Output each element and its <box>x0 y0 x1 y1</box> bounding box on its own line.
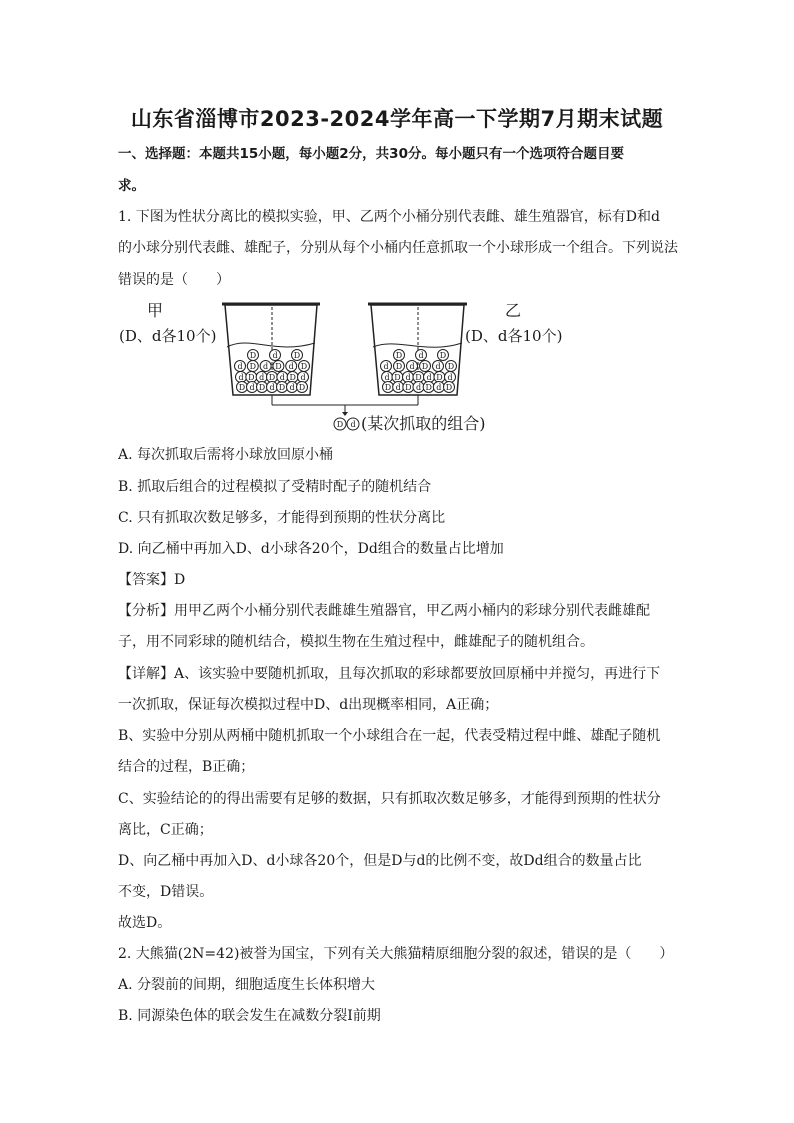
bucket-ball-label: d <box>237 362 243 371</box>
bucket-ball-label: d <box>405 373 411 382</box>
bucket-ball-label: d <box>395 383 401 392</box>
q1-answer: 【答案】D <box>118 572 186 588</box>
q1-detail-line8: 不变，D错误。 <box>118 884 214 900</box>
bucket-ball-label: D <box>445 383 453 392</box>
bucket-ball-label: d <box>289 383 295 392</box>
q1-analysis-line1: 【分析】用甲乙两个小桶分别代表雌雄生殖器官，甲乙两小桶内的彩球分别代表雌雄配 <box>118 603 650 619</box>
q1-detail-line9: 故选D。 <box>118 915 172 931</box>
right-bucket-note: (D、d各10个) <box>465 327 563 345</box>
bucket-ball-label: d <box>436 383 442 392</box>
q2-option-b: B. 同源染色体的联会发生在减数分裂Ⅰ前期 <box>118 1008 381 1024</box>
bucket-ball-label: D <box>249 351 257 360</box>
section-heading-line2: 求。 <box>118 178 145 194</box>
bucket-ball-label: d <box>409 362 415 371</box>
bucket-ball-label: D <box>275 362 282 371</box>
bucket-ball-label: D <box>395 351 403 360</box>
q1-stem-line2: 的小球分别代表雌、雄配子，分别从每个小桶内任意抓取一个小球形成一个组合。下列说法 <box>118 240 678 256</box>
bucket-ball-label: d <box>259 373 265 382</box>
q1-option-b: B. 抓取后组合的过程模拟了受精时配子的随机结合 <box>118 479 432 495</box>
section-heading-line1: 一、选择题：本题共15小题，每小题2分，共30分。每小题只有一个选项符合题目要 <box>118 146 624 162</box>
bucket-ball-label: D <box>421 362 429 371</box>
bucket-ball-label: d <box>435 362 441 371</box>
bucket-ball-label: D <box>258 383 266 392</box>
bucket-ball-label: D <box>439 351 447 360</box>
bucket-ball-label: D <box>249 362 257 371</box>
bucket-ball-label: D <box>278 383 286 392</box>
q2-stem: 2. 大熊猫(2N=42)被誉为国宝，下列有关大熊猫精原细胞分裂的叙述，错误的是（ ） <box>118 946 674 962</box>
q1-stem-line1: 1. 下图为性状分离比的模拟实验，甲、乙两个小桶分别代表雌、雄生殖器官，标有D和d <box>118 209 660 225</box>
bucket-ball-label: d <box>415 383 422 392</box>
bucket-ball-label: d <box>426 373 432 382</box>
q1-detail-line3: B、实验中分别从两桶中随机抓取一个小球组合在一起，代表受精过程中雌、雄配子随机 <box>118 728 661 744</box>
pair-ball-D: D <box>336 420 344 429</box>
bucket-ball-label: D <box>395 362 403 371</box>
bucket-ball-label: D <box>289 373 296 382</box>
bucket-ball-label: d <box>272 351 278 360</box>
bucket-ball-label: D <box>298 383 306 392</box>
bucket-ball-label: d <box>418 351 424 360</box>
q1-stem-line3: 错误的是（ ） <box>118 272 230 288</box>
q1-detail-line2: 一次抓取，保证每次模拟过程中D、d出现概率相同，A正确； <box>118 697 499 713</box>
page-title: 山东省淄博市2023-2024学年高一下学期7月期末试题 <box>130 107 664 131</box>
bucket-ball-label: D <box>405 383 412 392</box>
bucket-ball-label: D <box>248 373 255 382</box>
bucket-ball-label: D <box>293 351 301 360</box>
bucket-ball-label: D <box>425 383 432 392</box>
bucket-ball-label: d <box>263 362 269 371</box>
figure-caption: (某次抓取的组合) <box>361 414 486 433</box>
bucket-ball-label: d <box>447 373 453 382</box>
bucket-ball-label: d <box>383 362 389 371</box>
bucket-ball-label: D <box>447 362 455 371</box>
q1-detail-line1: 【详解】A、该实验中要随机抓取，且每次抓取的彩球都要放回原桶中并搅匀，再进行下 <box>118 666 661 682</box>
q1-option-c: C. 只有抓取次数足够多，才能得到预期的性状分离比 <box>118 510 446 526</box>
bucket-ball-label: D <box>238 383 246 392</box>
bucket-ball-label: D <box>268 373 276 382</box>
bucket-ball-label: D <box>436 373 443 382</box>
bucket-ball-label: D <box>394 373 401 382</box>
bucket-ball-label: d <box>279 373 285 382</box>
bucket-ball-label: D <box>300 362 308 371</box>
q1-figure <box>115 297 563 437</box>
q1-detail-line7: D、向乙桶中再加入D、d小球各20个，但是D与d的比例不变，故Dd组合的数量占比 <box>118 853 642 869</box>
pair-ball-d: d <box>350 420 356 429</box>
q2-option-a: A. 分裂前的间期，细胞适度生长体积增大 <box>118 977 376 993</box>
bucket-ball-label: d <box>384 373 390 382</box>
q1-detail-line6: 离比，C正确； <box>118 822 213 838</box>
bucket-ball-label: d <box>300 373 306 382</box>
bucket-ball-label: d <box>238 373 244 382</box>
q1-option-a: A. 每次抓取后需将小球放回原小桶 <box>118 447 334 463</box>
q1-option-d: D. 向乙桶中再加入D、d小球各20个，Dd组合的数量占比增加 <box>118 541 504 557</box>
right-bucket-name: 乙 <box>504 301 522 320</box>
connector-lines <box>272 395 418 416</box>
bucket-ball-label: d <box>269 383 275 392</box>
q1-detail-line4: 结合的过程，B正确； <box>118 759 255 775</box>
bucket-ball-label: D <box>415 373 422 382</box>
bucket-ball-label: d <box>288 362 294 371</box>
q1-detail-line5: C、实验结论的的得出需要有足够的数据，只有抓取次数足够多，才能得到预期的性状分 <box>118 791 661 807</box>
left-bucket-note: (D、d各10个) <box>119 327 217 345</box>
ball-group <box>235 350 457 393</box>
bucket-ball-label: d <box>249 383 255 392</box>
drawn-pair <box>334 418 359 430</box>
bucket-ball-label: D <box>384 383 392 392</box>
left-bucket-name: 甲 <box>146 301 164 320</box>
q1-analysis-line2: 子，用不同彩球的随机结合，模拟生物在生殖过程中，雌雄配子的随机组合。 <box>118 634 594 650</box>
